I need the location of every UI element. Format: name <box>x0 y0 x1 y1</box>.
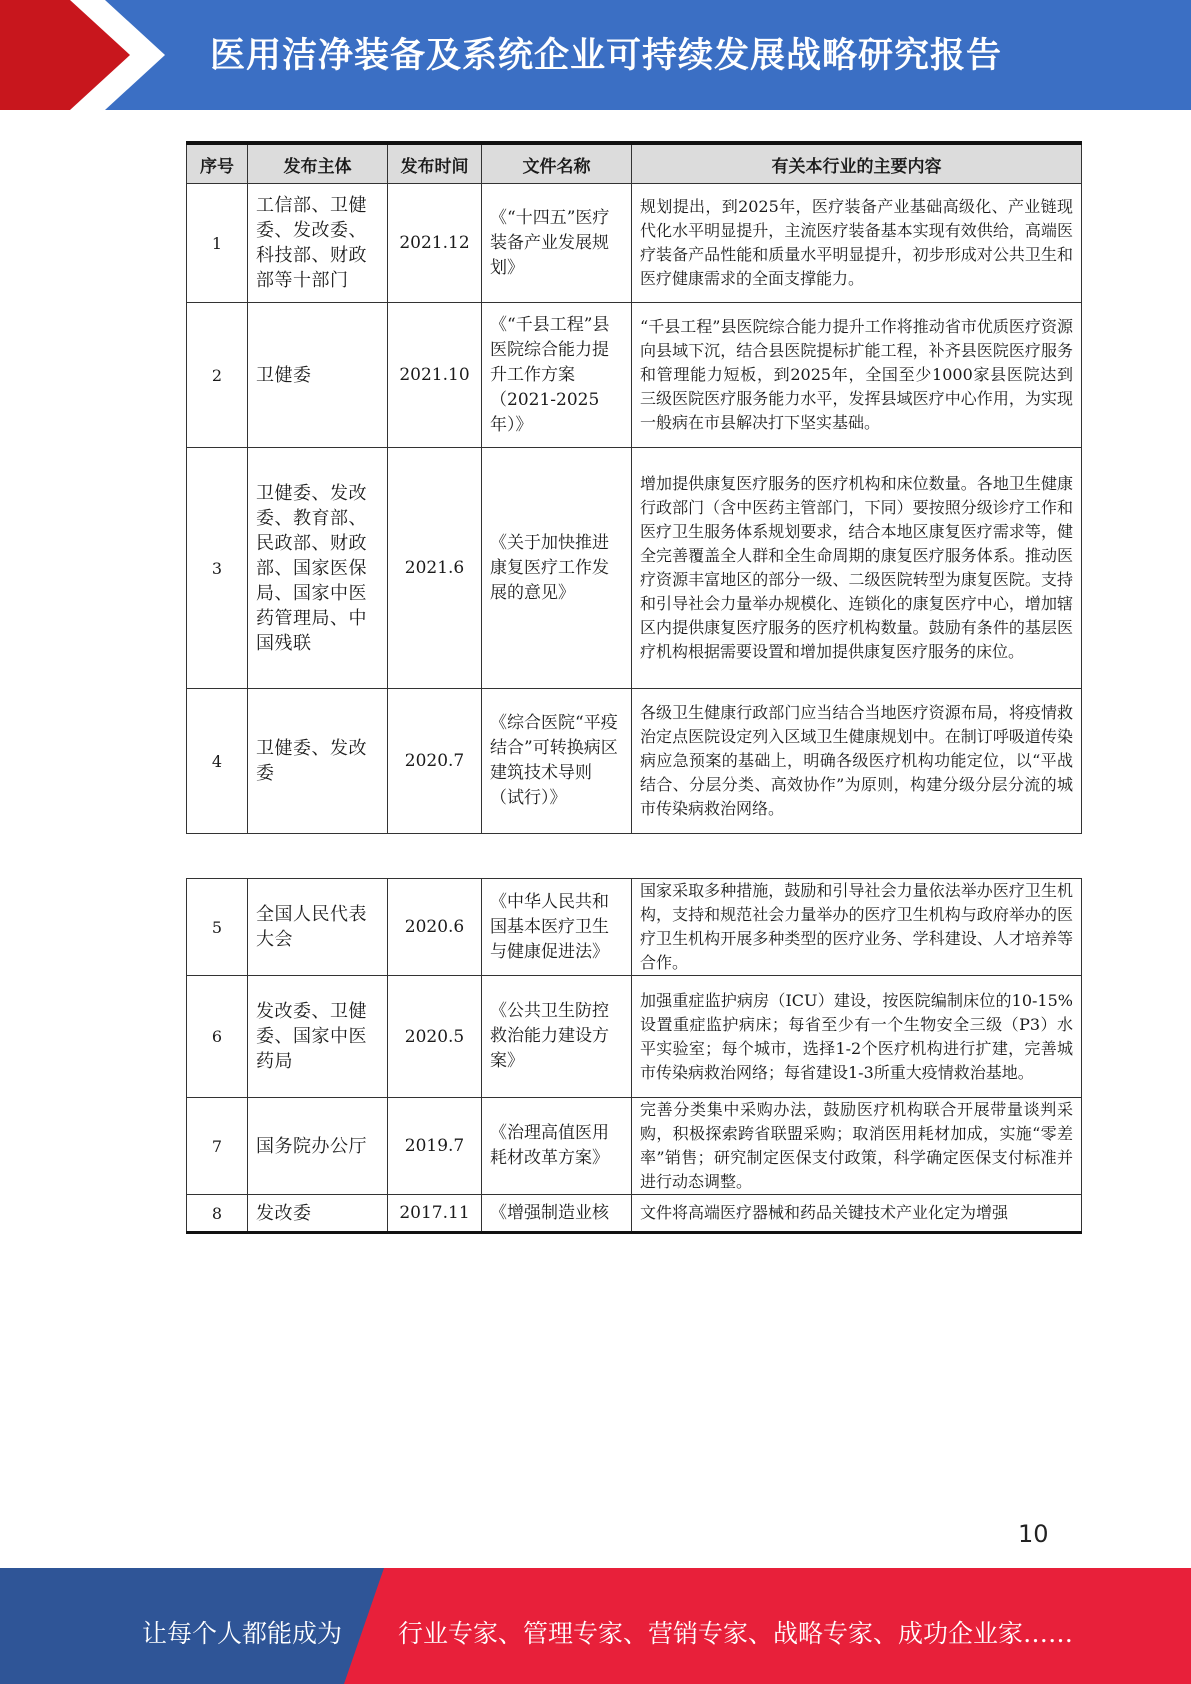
row-date: 2020.5 <box>388 976 482 1098</box>
row-publisher: 全国人民代表大会 <box>248 879 388 976</box>
row-date: 2021.12 <box>388 184 482 303</box>
row-date: 2021.10 <box>388 303 482 448</box>
header-content: 有关本行业的主要内容 <box>632 143 1082 184</box>
row-no: 3 <box>187 448 248 689</box>
row-content: 各级卫生健康行政部门应当结合当地医疗资源布局，将疫情救治定点医院设定列入区域卫生健康规划中。在制订呼吸道传染病应急预案的基础上，明确各级医疗机构功能定位，以“平战结合、分层分类、高效协作”为原则，构建分级分层分流的城市传染病救治网络。 <box>632 689 1082 834</box>
table-row <box>187 448 1082 689</box>
row-date: 2017.11 <box>388 1195 482 1233</box>
row-no: 8 <box>187 1195 248 1233</box>
table-row <box>187 1098 1082 1195</box>
row-content: 文件将高端医疗器械和药品关键技术产业化定为增强 <box>632 1195 1082 1233</box>
footer-slogan-left: 让每个人都能成为 <box>142 1619 343 1648</box>
table-row <box>187 1195 1082 1233</box>
header-date: 发布时间 <box>388 143 482 184</box>
row-no: 5 <box>187 879 248 976</box>
row-no: 7 <box>187 1098 248 1195</box>
row-no: 4 <box>187 689 248 834</box>
row-content: 国家采取多种措施，鼓励和引导社会力量依法举办医疗卫生机构，支持和规范社会力量举办的医疗卫生机构与政府举办的医疗卫生机构开展多种类型的医疗业务、学科建设、人才培养等合作。 <box>632 879 1082 976</box>
row-date: 2020.7 <box>388 689 482 834</box>
row-date: 2021.6 <box>388 448 482 689</box>
row-no: 6 <box>187 976 248 1098</box>
row-publisher: 发改委 <box>248 1195 388 1233</box>
row-content: 增加提供康复医疗服务的医疗机构和床位数量。各地卫生健康行政部门（含中医药主管部门，下同）要按照分级诊疗工作和医疗卫生服务体系规划要求，结合本地区康复医疗需求等，健全完善覆盖全人群和全生命周期的康复医疗服务体系。推动医疗资源丰富地区的部分一级、二级医院转型为康复医院。支持和引导社会力量举办规模化、连锁化的康复医疗中心，增加辖区内提供康复医疗服务的医疗机构数量。鼓励有条件的基层医疗机构根据需要设置和增加提供康复医疗服务的床位。 <box>632 448 1082 689</box>
row-publisher: 发改委、卫健委、国家中医药局 <box>248 976 388 1098</box>
table-row <box>187 689 1082 834</box>
report-title: 医用洁净装备及系统企业可持续发展战略研究报告 <box>210 36 1003 76</box>
row-publisher: 卫健委 <box>248 303 388 448</box>
row-content: 加强重症监护病房（ICU）建设，按医院编制床位的10-15%设置重症监护病床；每省至少有一个生物安全三级（P3）水平实验室；每个城市，选择1-2个医疗机构进行扩建，完善城市传染病救治网络；每省建设1-3所重大疫情救治基地。 <box>632 976 1082 1098</box>
page-number: 10 <box>1018 1520 1049 1548</box>
row-file: 《治理高值医用耗材改革方案》 <box>482 1098 632 1195</box>
table-header-row <box>187 143 1082 184</box>
row-publisher: 工信部、卫健委、发改委、科技部、财政部等十部门 <box>248 184 388 303</box>
row-file: 《增强制造业核 <box>482 1195 632 1233</box>
row-content: “千县工程”县医院综合能力提升工作将推动省市优质医疗资源向县域下沉，结合县医院提标扩能工程，补齐县医院医疗服务和管理能力短板，到2025年，全国至少1000家县医院达到三级医院医疗服务能力水平，发挥县域医疗中心作用，为实现一般病在市县解决打下坚实基础。 <box>632 303 1082 448</box>
row-date: 2020.6 <box>388 879 482 976</box>
footer-slogan-right: 行业专家、管理专家、营销专家、战略专家、成功企业家…… <box>398 1619 1074 1648</box>
table-row <box>187 184 1082 303</box>
row-file: 《中华人民共和国基本医疗卫生与健康促进法》 <box>482 879 632 976</box>
row-file: 《“千县工程”县医院综合能力提升工作方案（2021-2025年）》 <box>482 303 632 448</box>
row-publisher: 国务院办公厅 <box>248 1098 388 1195</box>
row-content: 完善分类集中采购办法，鼓励医疗机构联合开展带量谈判采购，积极探索跨省联盟采购；取消医用耗材加成，实施“零差率”销售；研究制定医保支付政策，科学确定医保支付标准并进行动态调整。 <box>632 1098 1082 1195</box>
row-publisher: 卫健委、发改委 <box>248 689 388 834</box>
table-row <box>187 303 1082 448</box>
header-banner <box>0 0 1191 110</box>
row-no: 2 <box>187 303 248 448</box>
policy-table-continued <box>186 878 1082 1234</box>
table-row <box>187 976 1082 1098</box>
row-no: 1 <box>187 184 248 303</box>
row-file: 《公共卫生防控救治能力建设方案》 <box>482 976 632 1098</box>
row-content: 规划提出，到2025年，医疗装备产业基础高级化、产业链现代化水平明显提升，主流医疗装备基本实现有效供给，高端医疗装备产品性能和质量水平明显提升，初步形成对公共卫生和医疗健康需求的全面支撑能力。 <box>632 184 1082 303</box>
row-date: 2019.7 <box>388 1098 482 1195</box>
header-publisher: 发布主体 <box>248 143 388 184</box>
header-no: 序号 <box>187 143 248 184</box>
footer-banner <box>0 1568 1191 1684</box>
row-file: 《“十四五”医疗装备产业发展规划》 <box>482 184 632 303</box>
policy-table <box>186 141 1082 834</box>
row-file: 《关于加快推进康复医疗工作发展的意见》 <box>482 448 632 689</box>
header-file: 文件名称 <box>482 143 632 184</box>
table-row <box>187 879 1082 976</box>
row-file: 《综合医院“平疫结合”可转换病区建筑技术导则（试行）》 <box>482 689 632 834</box>
row-publisher: 卫健委、发改委、教育部、民政部、财政部、国家医保局、国家中医药管理局、中国残联 <box>248 448 388 689</box>
